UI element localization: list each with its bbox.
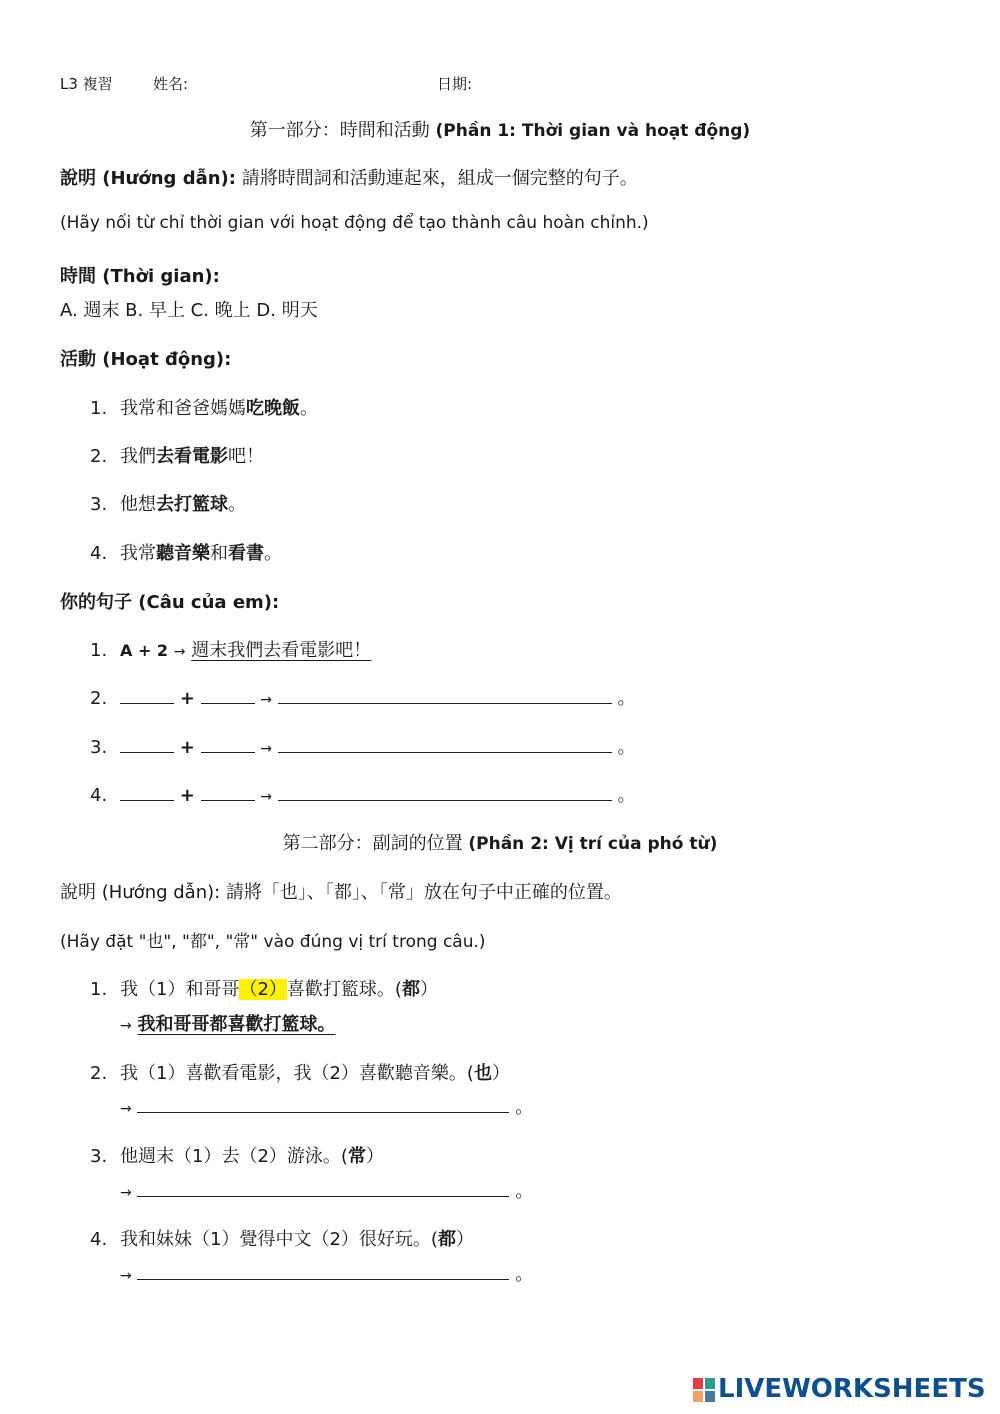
answer-blank[interactable] [137, 1096, 509, 1113]
item-number: 3. [90, 1146, 108, 1167]
activity-bold: 看書 [228, 543, 264, 564]
sentence-text: 他週末（1）去（2）游泳。( [120, 1146, 348, 1167]
time-blank[interactable] [120, 736, 174, 753]
date-label: 日期: [437, 75, 473, 93]
close-paren: ） [365, 1146, 384, 1167]
liveworksheets-logo[interactable]: LIVEWORKSHEETS [718, 1374, 986, 1404]
item-number: 2. [90, 446, 108, 467]
activity-item [90, 394, 318, 420]
part1-title-vi: (Phần 1: Thời gian và hoạt động) [435, 121, 751, 141]
part2-title-vi: (Phần 2: Vị trí của phó từ) [468, 834, 718, 854]
item-number: 4. [90, 785, 108, 806]
instructions-text: 請將時間詞和活動連起來，組成一個完整的句子。 [241, 168, 638, 189]
arrow-icon: → [260, 789, 273, 805]
part1-title [0, 116, 1000, 142]
arrow-icon: → [120, 1018, 132, 1034]
activity-blank[interactable] [201, 784, 255, 801]
activity-blank[interactable] [201, 736, 255, 753]
adverb-item [90, 1142, 384, 1168]
time-blank[interactable] [120, 687, 174, 704]
item-number: 2. [90, 1063, 108, 1084]
activity-bold: 聽音樂 [156, 543, 210, 564]
arrow-icon: → [120, 1101, 132, 1117]
arrow-icon: → [260, 692, 273, 708]
answer-row [120, 1260, 533, 1286]
adverb: 都 [401, 979, 420, 1000]
period: 。 [515, 1264, 534, 1285]
plus-sign: + [179, 688, 195, 709]
sentence-label: 你的句子 (Câu của em): [60, 592, 280, 613]
adverb-item [90, 975, 438, 1001]
activity-text: 我常和爸爸媽媽 [120, 398, 246, 419]
item-number: 3. [90, 737, 108, 758]
name-label: 姓名: [153, 75, 189, 93]
activity-label: 活動 (Hoạt động): [60, 349, 232, 370]
activity-item [90, 490, 246, 516]
sentence-text: 我（1）和哥哥 [120, 979, 240, 1000]
plus-sign: + [179, 785, 195, 806]
activity-end: 。 [300, 398, 318, 419]
example-answer: 週末我們去看電影吧！ [191, 640, 372, 661]
sentence-blank[interactable] [278, 736, 612, 753]
answer-row [120, 1010, 335, 1036]
answer-row [120, 1177, 533, 1203]
item-number: 1. [90, 640, 108, 661]
close-paren: ） [491, 1063, 510, 1084]
part1-instructions [60, 164, 638, 190]
liveworksheets-logo-icon [693, 1378, 715, 1402]
answer-blank[interactable] [137, 1263, 509, 1280]
adverb: 都 [437, 1229, 456, 1250]
adverb-item [90, 1225, 474, 1251]
time-blank[interactable] [120, 784, 174, 801]
activity-bold: 去打籃球 [156, 494, 228, 515]
part2-title-zh: 第二部分：副詞的位置 [282, 833, 463, 854]
sentence-text: 我（1）喜歡看電影，我（2）喜歡聽音樂。( [120, 1063, 474, 1084]
activity-text: 我們 [120, 446, 156, 467]
sentence-row [90, 781, 636, 807]
activity-bold: 吃晚飯 [246, 398, 300, 419]
lesson-label: L3 複習 [60, 75, 113, 93]
activity-item [90, 539, 282, 565]
sentence-row [90, 733, 636, 759]
period: 。 [617, 785, 636, 806]
activity-item [90, 442, 264, 468]
example-answer: 我和哥哥都喜歡打籃球。 [137, 1014, 336, 1035]
sentence-text: 我和妹妹（1）覺得中文（2）很好玩。( [120, 1229, 438, 1250]
item-number: 4. [90, 1229, 108, 1250]
activity-end: 吧！ [228, 446, 264, 467]
example-sentence [90, 636, 371, 662]
part1-instructions-vi: (Hãy nối từ chỉ thời gian với hoạt động để tạo thành câu hoàn chỉnh.) [60, 213, 649, 233]
activity-bold: 去看電影 [156, 446, 228, 467]
item-number: 4. [90, 543, 108, 564]
activity-text: 和 [210, 543, 228, 564]
time-label: 時間 (Thời gian): [60, 266, 220, 287]
item-number: 2. [90, 688, 108, 709]
instructions-label: 說明 (Hướng dẫn): [60, 168, 236, 189]
arrow-icon: → [260, 741, 273, 757]
plus-sign: + [179, 737, 195, 758]
activity-blank[interactable] [201, 687, 255, 704]
close-paren: ） [455, 1229, 474, 1250]
sentence-blank[interactable] [278, 784, 612, 801]
item-number: 1. [90, 979, 108, 1000]
period: 。 [617, 737, 636, 758]
sentence-row [90, 684, 636, 710]
adverb-item [90, 1059, 510, 1085]
example-combo: A + 2 [120, 641, 169, 660]
part1-title-zh: 第一部分：時間和活動 [249, 120, 430, 141]
period: 。 [515, 1097, 534, 1118]
item-number: 1. [90, 398, 108, 419]
part2-instructions: 說明 (Hướng dẫn): 請將「也」、「都」、「常」放在句子中正確的位置。 [60, 882, 622, 903]
adverb: 也 [473, 1063, 492, 1084]
arrow-icon: → [120, 1185, 132, 1201]
part2-title [0, 829, 1000, 855]
answer-blank[interactable] [137, 1180, 509, 1197]
arrow-icon: → [120, 1268, 132, 1284]
time-options: A. 週末 B. 早上 C. 晚上 D. 明天 [60, 300, 318, 321]
answer-row [120, 1093, 533, 1119]
period: 。 [515, 1181, 534, 1202]
adverb: 常 [347, 1146, 366, 1167]
activity-end: 。 [264, 543, 282, 564]
close-paren: ） [419, 979, 438, 1000]
sentence-text: 喜歡打籃球。( [286, 979, 402, 1000]
arrow-icon: → [173, 644, 186, 660]
item-number: 3. [90, 494, 108, 515]
activity-end: 。 [228, 494, 246, 515]
highlighted-position: （2） [239, 979, 287, 1000]
period: 。 [617, 688, 636, 709]
part2-instructions-vi: (Hãy đặt "也", "都", "常" vào đúng vị trí trong câu.) [60, 932, 486, 952]
activity-text: 他想 [120, 494, 156, 515]
sentence-blank[interactable] [278, 687, 612, 704]
activity-text: 我常 [120, 543, 156, 564]
